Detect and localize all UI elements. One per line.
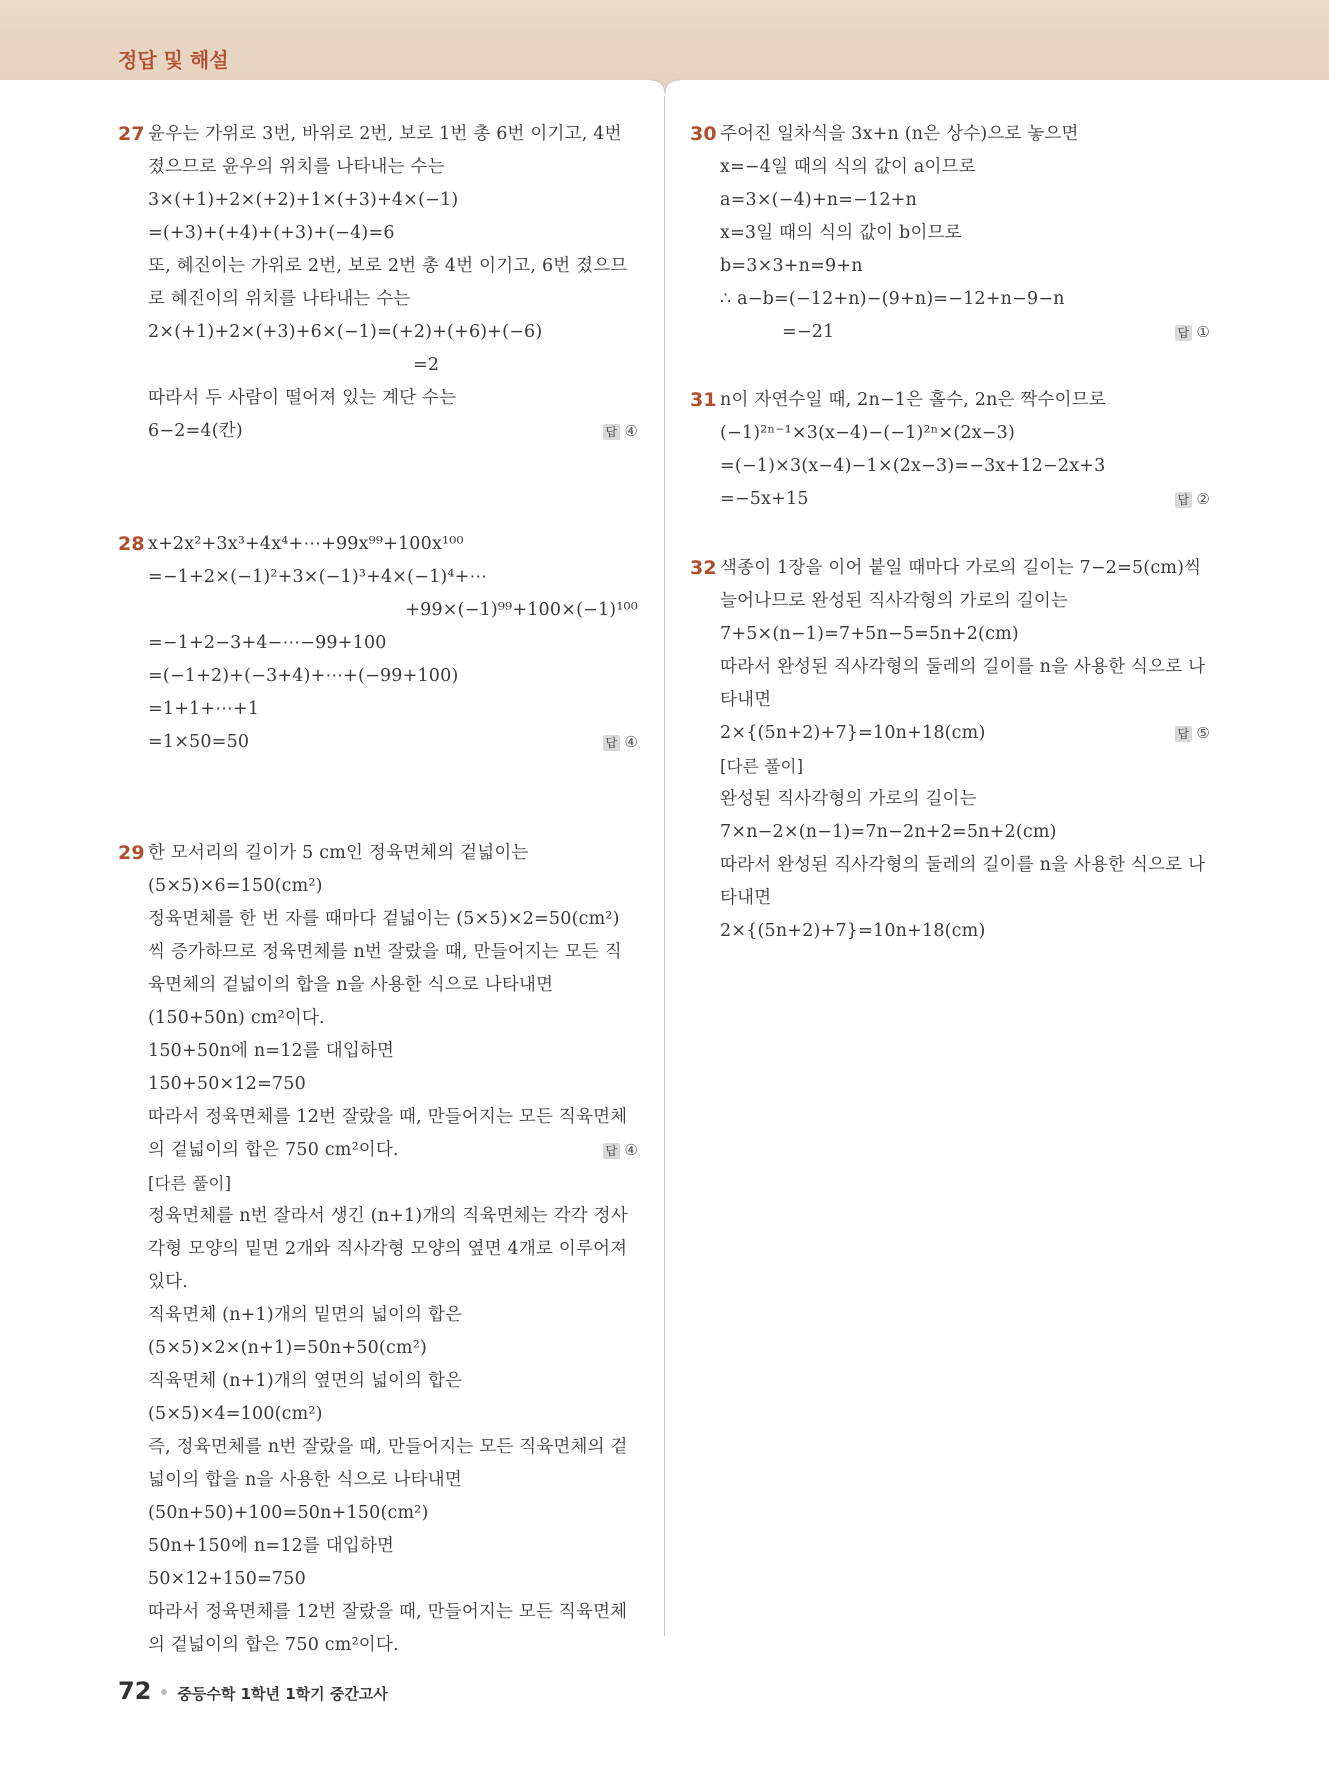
- answer-label: [603, 415, 638, 448]
- solution-line: 주어진 일차식을 3x+n (n은 상수)으로 놓으면: [720, 124, 1079, 144]
- problem-number: 31: [690, 389, 717, 411]
- alternate-solution-heading: [다른 풀이]: [720, 757, 804, 776]
- solution-line: =−21: [782, 322, 835, 342]
- solution-line: 2×{(5n+2)+7}=10n+18(cm): [720, 921, 986, 941]
- answer-label: [1175, 316, 1210, 349]
- solution-line: =1+1+⋯+1: [148, 699, 260, 719]
- solution-line: 완성된 직사각형의 가로의 길이는: [720, 789, 977, 809]
- solution-line: 정육면체를 한 번 자를 때마다 겉넓이는 (5×5)×2=50(cm²): [148, 909, 620, 929]
- solution-line: 2×{(5n+2)+7}=10n+18(cm): [720, 723, 986, 743]
- solution-line: 6−2=4(칸): [148, 421, 243, 441]
- answer-tag: 답: [603, 1143, 621, 1159]
- answer-label: [603, 726, 638, 759]
- answer-label: [1175, 483, 1210, 516]
- column-divider: [664, 96, 665, 1636]
- solution-line: 윤우는 가위로 3번, 바위로 2번, 보로 1번 총 6번 이기고, 4번: [148, 124, 622, 144]
- solution-line: =1×50=50: [148, 732, 250, 752]
- solution-line: x+2x²+3x³+4x⁴+⋯+99x⁹⁹+100x¹⁰⁰: [148, 534, 464, 554]
- problem-27: [118, 118, 638, 448]
- solution-line: 7+5×(n−1)=7+5n−5=5n+2(cm): [720, 624, 1019, 644]
- solution-line: =(−1)×3(x−4)−1×(2x−3)=−3x+12−2x+3: [720, 456, 1106, 476]
- solution-line: 7×n−2×(n−1)=7n−2n+2=5n+2(cm): [720, 822, 1057, 842]
- solution-line: =−5x+15: [720, 489, 809, 509]
- page-number: 72: [118, 1677, 152, 1705]
- book-title: 중등수학 1학년 1학기 중간고사: [177, 1685, 388, 1703]
- solution-line: 한 모서리의 길이가 5 cm인 정육면체의 겉넓이는: [148, 843, 529, 863]
- solution-line: 로 혜진이의 위치를 나타내는 수는: [148, 289, 411, 309]
- solution-line: 각형 모양의 밑면 2개와 직사각형 모양의 옆면 4개로 이루어져: [148, 1239, 628, 1259]
- solution-line: (−1)²ⁿ⁻¹×3(x−4)−(−1)²ⁿ×(2x−3): [720, 423, 1016, 443]
- answer-value: ④: [624, 422, 638, 440]
- solution-line: +99×(−1)⁹⁹+100×(−1)¹⁰⁰: [405, 600, 638, 620]
- solution-line: n이 자연수일 때, 2n−1은 홀수, 2n은 짝수이므로: [720, 390, 1106, 410]
- header-notch-decoration: [650, 76, 680, 94]
- problem-number: 28: [118, 533, 145, 555]
- answer-tag: 답: [603, 735, 621, 751]
- solution-line: ∴ a−b=(−12+n)−(9+n)=−12+n−9−n: [720, 289, 1065, 309]
- solution-line: 또, 혜진이는 가위로 2번, 보로 2번 총 4번 이기고, 6번 졌으므: [148, 256, 628, 276]
- problem-30: [690, 118, 1210, 349]
- solution-line: 타내면: [720, 888, 772, 908]
- solution-line: 2×(+1)+2×(+3)+6×(−1)=(+2)+(+6)+(−6): [148, 322, 543, 342]
- problem-29: [118, 837, 638, 1662]
- solution-line: =2: [413, 355, 440, 375]
- solution-line: 색종이 1장을 이어 붙일 때마다 가로의 길이는 7−2=5(cm)씩: [720, 558, 1202, 578]
- solution-line: x=−4일 때의 식의 값이 a이므로: [720, 157, 976, 177]
- solution-line: (5×5)×4=100(cm²): [148, 1404, 323, 1424]
- solution-line: 직육면체 (n+1)개의 옆면의 넓이의 합은: [148, 1371, 463, 1391]
- solution-line: 있다.: [148, 1272, 188, 1292]
- problem-31: [690, 384, 1210, 516]
- page-footer: [118, 1677, 388, 1705]
- solution-line: 직육면체 (n+1)개의 밑면의 넓이의 합은: [148, 1305, 463, 1325]
- solution-line: 늘어나므로 완성된 직사각형의 가로의 길이는: [720, 591, 1069, 611]
- solution-line: 150+50n에 n=12를 대입하면: [148, 1041, 395, 1061]
- solution-line: 150+50×12=750: [148, 1074, 306, 1094]
- solution-line: x=3일 때의 식의 값이 b이므로: [720, 223, 962, 243]
- solution-line: 따라서 두 사람이 떨어져 있는 계단 수는: [148, 388, 457, 408]
- solution-line: (5×5)×6=150(cm²): [148, 876, 323, 896]
- header-title: 정답 및 해설: [118, 48, 229, 72]
- solution-line: 50n+150에 n=12를 대입하면: [148, 1536, 395, 1556]
- solution-line: (50n+50)+100=50n+150(cm²): [148, 1503, 429, 1523]
- solution-line: 50×12+150=750: [148, 1569, 306, 1589]
- answer-value: ④: [624, 1141, 638, 1159]
- problem-number: 27: [118, 123, 145, 145]
- solution-line: 즉, 정육면체를 n번 잘랐을 때, 만들어지는 모든 직육면체의 겉: [148, 1437, 628, 1457]
- solution-line: 따라서 완성된 직사각형의 둘레의 길이를 n을 사용한 식으로 나: [720, 855, 1206, 875]
- solution-line: 따라서 정육면체를 12번 잘랐을 때, 만들어지는 모든 직육면체: [148, 1602, 628, 1622]
- answer-value: ⑤: [1196, 724, 1210, 742]
- solution-line: 따라서 완성된 직사각형의 둘레의 길이를 n을 사용한 식으로 나: [720, 657, 1206, 677]
- solution-line: 졌으므로 윤우의 위치를 나타내는 수는: [148, 157, 445, 177]
- problem-28: [118, 528, 638, 759]
- answer-value: ②: [1196, 490, 1210, 508]
- solution-line: =(+3)+(+4)+(+3)+(−4)=6: [148, 223, 395, 243]
- answer-label: [603, 1134, 638, 1167]
- answer-value: ①: [1196, 323, 1210, 341]
- answer-tag: 답: [1175, 325, 1193, 341]
- solution-line: =−1+2×(−1)²+3×(−1)³+4×(−1)⁴+⋯: [148, 567, 488, 587]
- problem-number: 29: [118, 842, 145, 864]
- answer-tag: 답: [603, 424, 621, 440]
- left-column: [118, 118, 638, 1662]
- solution-line: 넓이의 합을 n을 사용한 식으로 나타내면: [148, 1470, 462, 1490]
- solution-line: 의 겉넓이의 합은 750 cm²이다.: [148, 1140, 399, 1160]
- solution-line: 정육면체를 n번 잘라서 생긴 (n+1)개의 직육면체는 각각 정사: [148, 1206, 628, 1226]
- solution-line: 따라서 정육면체를 12번 잘랐을 때, 만들어지는 모든 직육면체: [148, 1107, 628, 1127]
- answer-tag: 답: [1175, 726, 1193, 742]
- answer-value: ④: [624, 733, 638, 751]
- solution-line: 의 겉넓이의 합은 750 cm²이다.: [148, 1635, 399, 1655]
- solution-line: (5×5)×2×(n+1)=50n+50(cm²): [148, 1338, 427, 1358]
- answer-tag: 답: [1175, 492, 1193, 508]
- solution-line: 씩 증가하므로 정육면체를 n번 잘랐을 때, 만들어지는 모든 직: [148, 942, 622, 962]
- solution-line: (150+50n) cm²이다.: [148, 1008, 325, 1028]
- answer-label: [1175, 717, 1210, 750]
- solution-line: =−1+2−3+4−⋯−99+100: [148, 633, 387, 653]
- solution-line: 육면체의 겉넓이의 합을 n을 사용한 식으로 나타내면: [148, 975, 554, 995]
- solution-line: 3×(+1)+2×(+2)+1×(+3)+4×(−1): [148, 190, 459, 210]
- right-column: [690, 118, 1210, 948]
- footer-separator-dot: [161, 1689, 167, 1695]
- problem-32: [690, 552, 1210, 948]
- solution-line: b=3×3+n=9+n: [720, 256, 863, 276]
- alternate-solution-heading: [다른 풀이]: [148, 1174, 232, 1193]
- solution-line: 타내면: [720, 690, 772, 710]
- problem-number: 30: [690, 123, 717, 145]
- solution-line: a=3×(−4)+n=−12+n: [720, 190, 918, 210]
- problem-number: 32: [690, 557, 717, 579]
- solution-line: =(−1+2)+(−3+4)+⋯+(−99+100): [148, 666, 459, 686]
